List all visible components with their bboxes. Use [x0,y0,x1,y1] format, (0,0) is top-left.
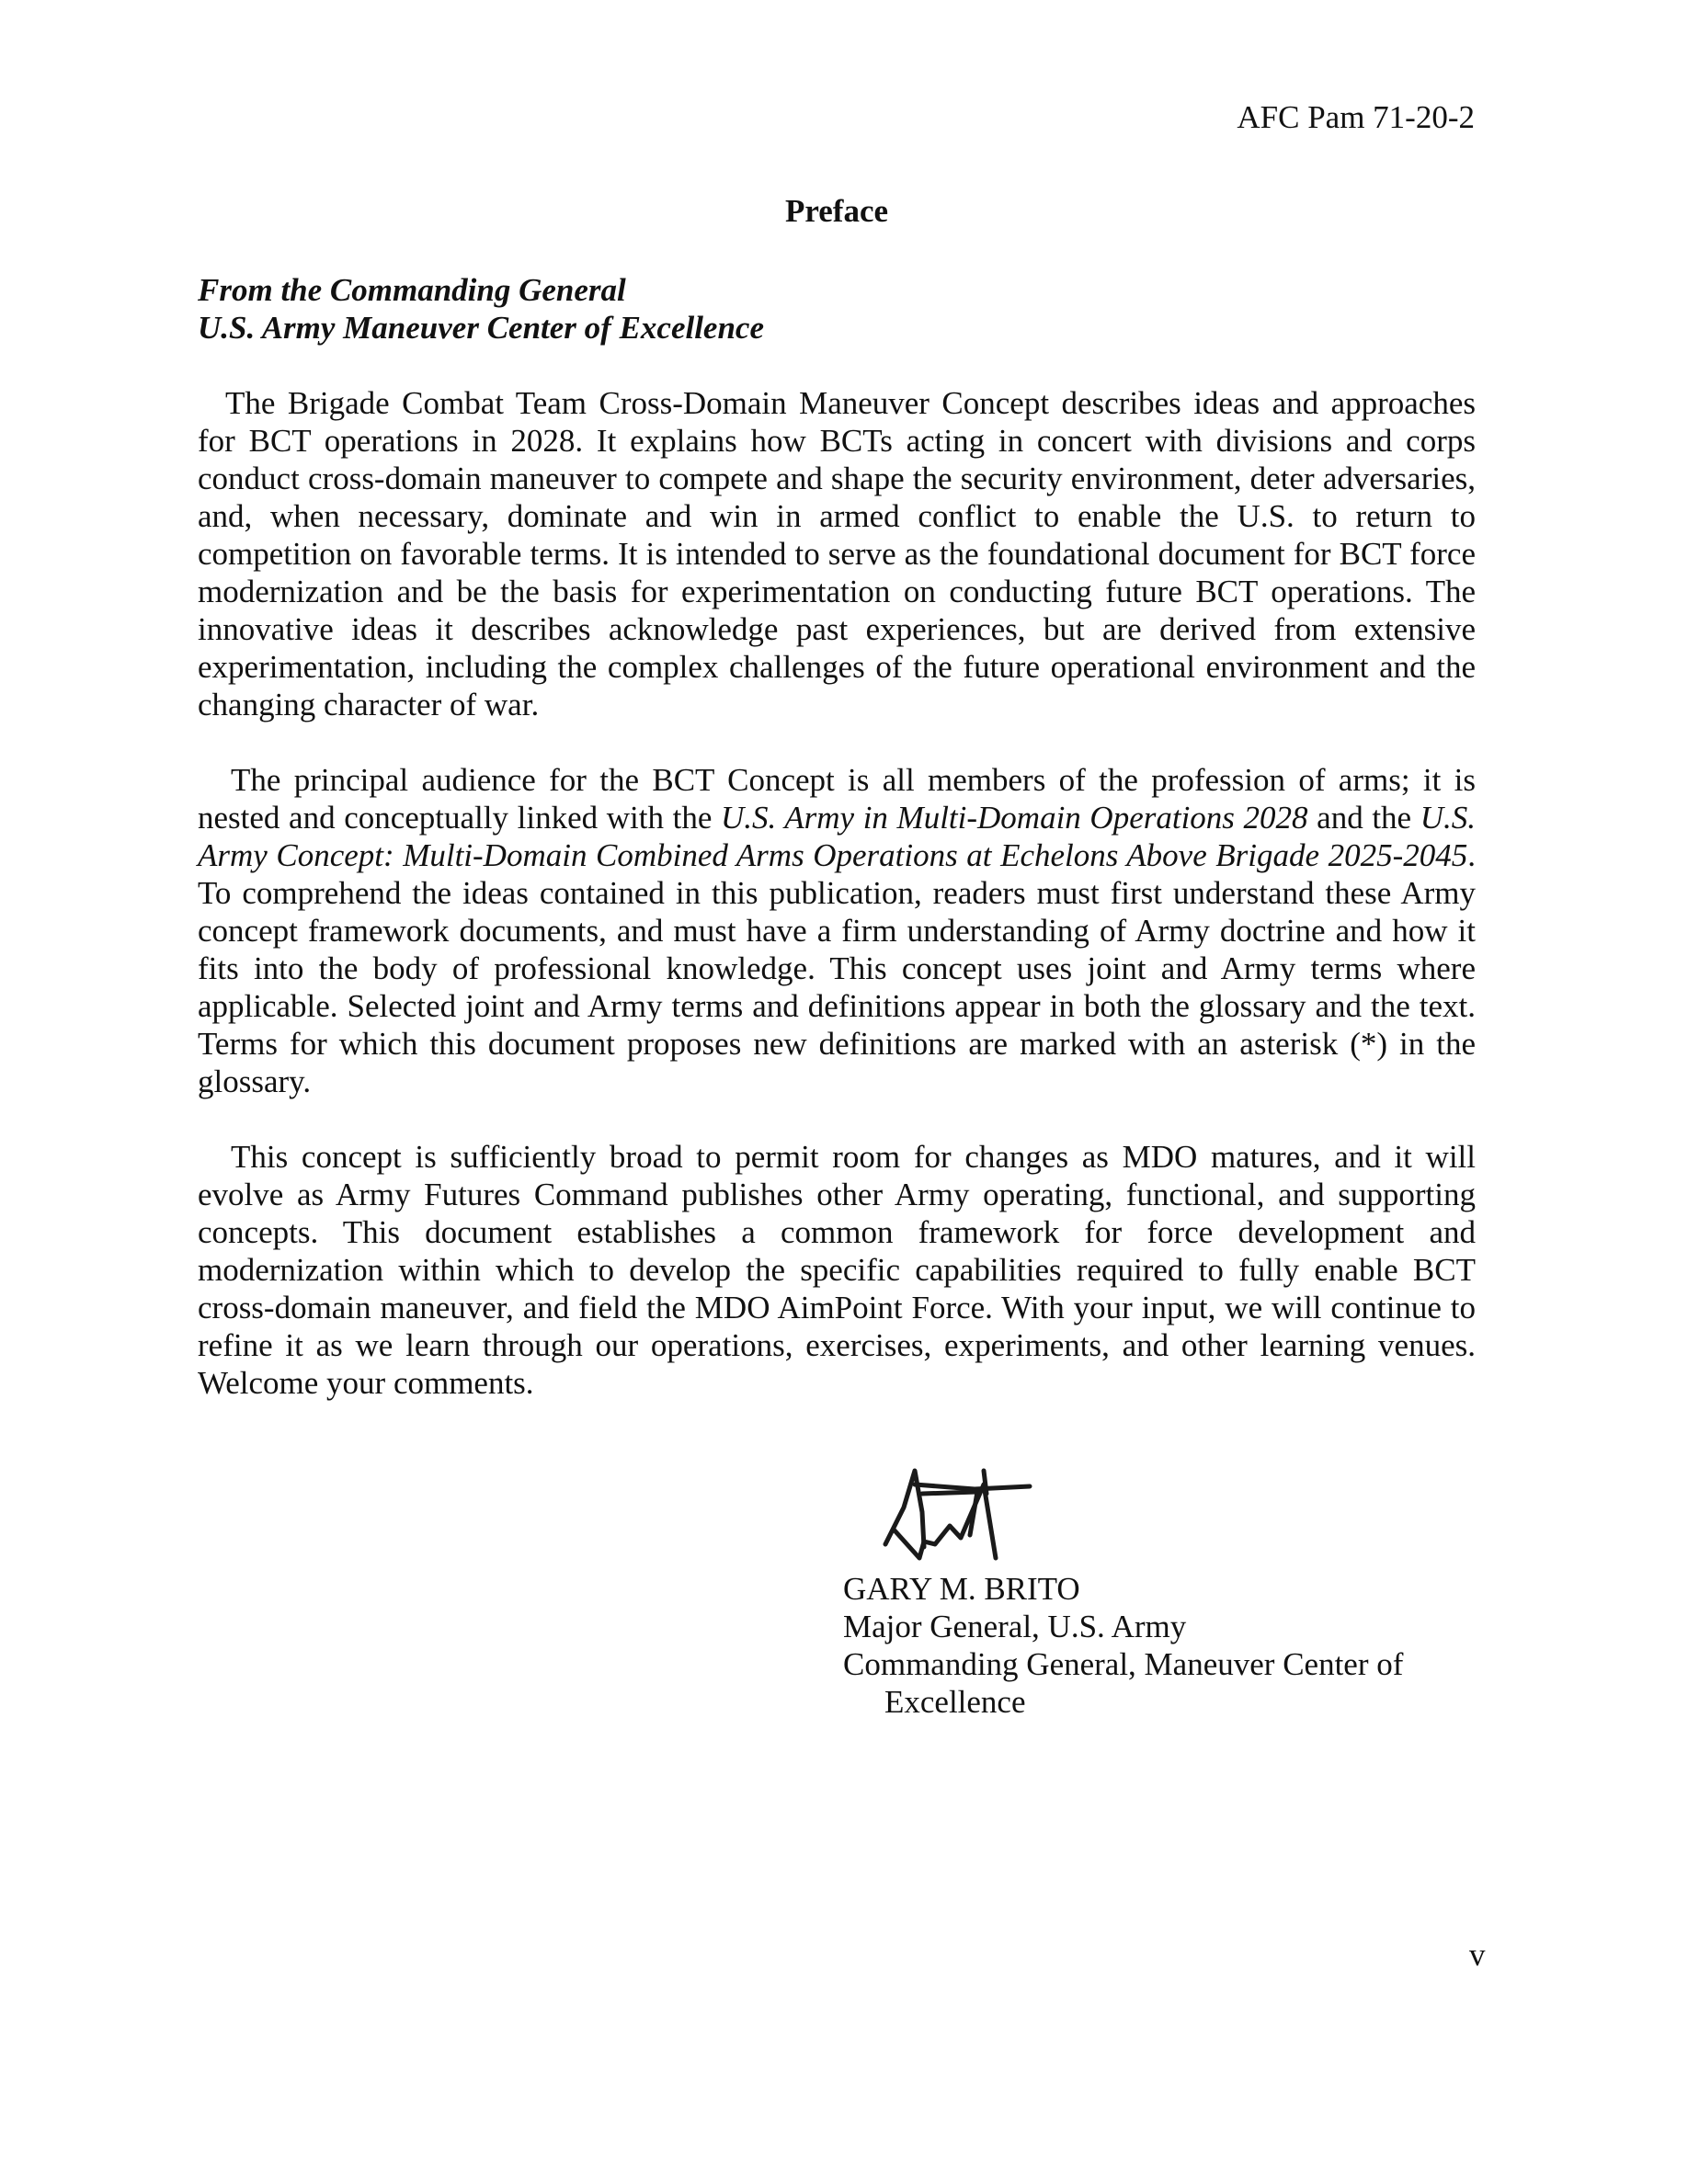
signer-name: GARY M. BRITO [843,1571,1080,1607]
signature-block [843,1570,1403,1721]
body-text [198,384,1476,1439]
paragraph-2-text-a: The principal audience for the BCT Concept is all members of the profession of arms; it is nested and conceptually linked with the [198,762,1476,836]
section-title: Preface [784,193,889,229]
paragraph-2 [198,761,1476,1100]
signature-image [869,1457,1062,1572]
page-number: v [1469,1937,1486,1973]
paragraph-2-text-b: and the [1307,800,1420,836]
from-line-1: From the Commanding General [198,272,626,308]
from-block [198,271,764,347]
paragraph-2-text-c: . To comprehend the ideas contained in this publication, readers must first understand these Army concept framework documents, and must have a firm understanding of Army doctrine and how it fits into the body of professional knowledge. This concept uses joint and Army terms where applicable. Selected joint and Army terms and definitions appear in both the glossary and the text. Terms for which this document proposes new definitions are marked with an asterisk (*) in the glossary. [198,837,1476,1099]
document-id-header: AFC Pam 71-20-2 [1237,99,1475,135]
cited-title-mdo-2028: U.S. Army in Multi-Domain Operations 2028 [720,800,1308,836]
signer-rank: Major General, U.S. Army [843,1609,1187,1644]
paragraph-3: This concept is sufficiently broad to permit room for changes as MDO matures, and it will evolve as Army Futures Command publishes other Army operating, functional, and supporting concepts. This document establishes a common framework for force development and modernization within which to develop the specific capabilities required to fully enable BCT cross-domain maneuver, and field the MDO AimPoint Force. With your input, we will continue to refine it as we learn through our operations, exercises, experiments, and other learning venues. Welcome your comments. [198,1139,1476,1401]
signer-title-line-2: Excellence [884,1684,1026,1720]
signer-title-line-1: Commanding General, Maneuver Center of [843,1646,1404,1682]
cited-title-eab-concept: U.S. Army Concept: Multi-Domain Combined Arms Operations at Echelons Above Brigade 2025-2045 [198,800,1476,873]
from-line-2: U.S. Army Maneuver Center of Excellence [198,310,765,346]
paragraph-1: The Brigade Combat Team Cross-Domain Maneuver Concept describes ideas and approaches for BCT operations in 2028. It explains how BCTs acting in concert with divisions and corps conduct cross-domain maneuver to compete and shape the security environment, deter adversaries, and, when necessary, dominate and win in armed conflict to enable the U.S. to return to competition on favorable terms. It is intended to serve as the foundational document for BCT force modernization and be the basis for experimentation on conducting future BCT operations. The innovative ideas it describes acknowledge past experiences, but are derived from extensive experimentation, including the complex challenges of the future operational environment and the changing character of war. [198,385,1476,722]
